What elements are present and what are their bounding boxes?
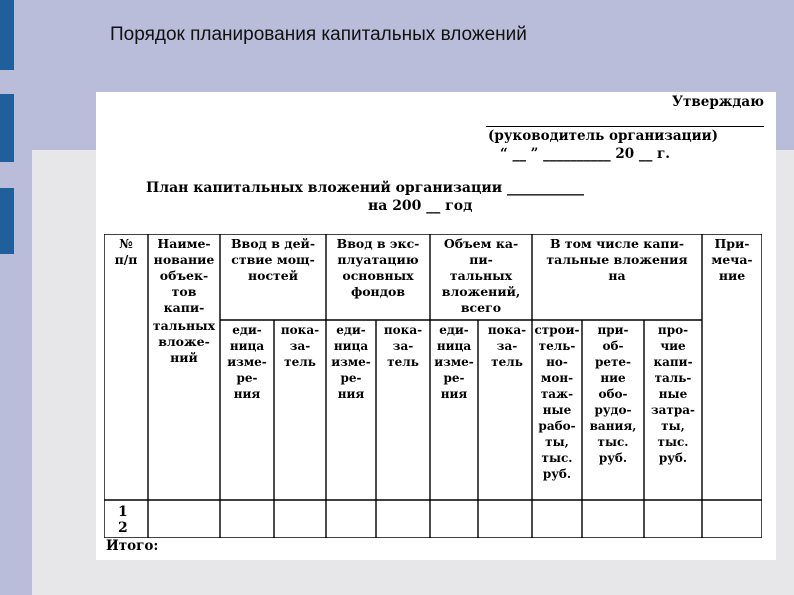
subheader-equipment-line: рете- <box>594 355 632 369</box>
subheader-other-line: руб. <box>658 451 688 465</box>
subheader-unit-line: изме- <box>227 355 267 369</box>
row-number: 2 <box>118 520 128 536</box>
subheader-other-line: тыс. <box>657 435 689 449</box>
plan-title-line2: на 200 __ год <box>368 198 473 214</box>
header-name-line: нование <box>153 252 215 267</box>
subheader-unit-line: ре- <box>236 371 258 385</box>
subheader-construction-line: ты, <box>545 435 569 449</box>
subheader-unit-line: ница <box>333 339 369 353</box>
header-funds-line: Ввод в экс- <box>336 236 420 251</box>
header-name <box>153 236 216 365</box>
header-name-line: тальных <box>152 318 216 333</box>
header-volume-line: пи- <box>469 252 493 267</box>
header-name-line: тов <box>171 284 197 299</box>
subheader-equipment-line: руб. <box>598 451 628 465</box>
scanned-document <box>96 92 776 560</box>
subheader-construction-line: руб. <box>542 467 572 481</box>
header-num-line: № <box>119 236 133 251</box>
approve-label: Утверждаю <box>672 94 764 110</box>
total-label: Итого: <box>106 538 159 554</box>
subheader-indicator-line: тель <box>284 355 316 369</box>
accent-bar-middle <box>0 94 14 162</box>
subheader-equipment-line: об- <box>602 339 624 353</box>
subheader-indicator-line: пока- <box>487 323 527 337</box>
header-volume <box>442 236 520 315</box>
header-funds-line: основных <box>342 268 414 283</box>
subheader-unit-volume <box>434 323 474 401</box>
subheader-indicator-line: пока- <box>280 323 320 337</box>
header-funds-line: фондов <box>350 284 406 299</box>
subheader-unit-line: еди- <box>439 323 469 337</box>
subheader-unit-capacity <box>227 323 267 401</box>
accent-bar-bottom <box>0 188 14 254</box>
header-including-line: В том числе капи- <box>549 236 685 251</box>
subheader-construction-line: но- <box>546 355 568 369</box>
subheader-construction-line: ные <box>542 403 572 417</box>
subheader-construction-line: строи- <box>534 323 580 337</box>
subheader-construction-line: тель- <box>538 339 576 353</box>
subheader-unit-line: ница <box>436 339 472 353</box>
subheader-unit-line: еди- <box>232 323 262 337</box>
subheader-unit-line: ре- <box>340 371 362 385</box>
subheader-other-line: про- <box>657 323 689 337</box>
subheader-other-line: чие <box>660 339 686 353</box>
subheader-indicator-volume <box>488 323 526 369</box>
header-capacity-line: ствие мощ- <box>231 252 315 267</box>
header-volume-line: вложений, <box>441 284 521 299</box>
signature-line <box>486 126 764 127</box>
subheader-equipment-line: обо- <box>598 387 628 401</box>
header-capacity-line: ностей <box>247 268 299 283</box>
header-note-line: ние <box>718 268 746 283</box>
header-capacity <box>231 236 315 283</box>
header-note-line: При- <box>714 236 750 251</box>
subheader-other-line: капи- <box>653 355 693 369</box>
header-name-line: капи- <box>163 300 205 315</box>
plan-title-line1: План капитальных вложений организации ___________ <box>146 180 584 196</box>
date-line: “ __ ” __________ 20 __ г. <box>500 146 670 162</box>
subheader-equipment-line: тыс. <box>597 435 629 449</box>
header-including-line: тальные вложения <box>546 252 688 267</box>
header-volume-line: всего <box>460 300 502 315</box>
header-name-line: Наиме- <box>157 236 211 251</box>
subheader-other-line: таль- <box>654 371 692 385</box>
subheader-indicator-line: за- <box>496 339 518 353</box>
accent-bar-top <box>0 0 14 70</box>
subheader-indicator-line: тель <box>387 355 419 369</box>
subheader-indicator-line: за- <box>392 339 414 353</box>
header-num <box>115 236 138 267</box>
subheader-unit-line: изме- <box>434 355 474 369</box>
header-note <box>711 236 752 283</box>
slide-title: Порядок планирования капитальных вложений <box>110 24 527 45</box>
subheader-equipment-line: при- <box>597 323 629 337</box>
subheader-unit-line: ния <box>440 387 468 401</box>
subheader-unit-line: ре- <box>443 371 465 385</box>
subheader-other <box>651 323 695 465</box>
subheader-unit-funds <box>331 323 371 401</box>
header-name-line: ний <box>170 350 198 365</box>
subheader-construction-line: рабо- <box>538 419 576 433</box>
subheader-equipment-line: ние <box>600 371 626 385</box>
header-note-line: меча- <box>711 252 753 267</box>
subheader-indicator-capacity <box>281 323 319 369</box>
header-including <box>546 236 687 283</box>
subheader-equipment-line: рудо- <box>594 403 632 417</box>
subheader-indicator-funds <box>384 323 422 369</box>
subheader-unit-line: ния <box>233 387 261 401</box>
subheader-unit-line: ния <box>337 387 365 401</box>
row-number: 1 <box>118 504 128 520</box>
header-name-line: объек- <box>159 268 209 283</box>
header-funds <box>337 236 420 299</box>
subheader-construction-line: тыс. <box>541 451 573 465</box>
header-capacity-line: Ввод в дей- <box>230 236 316 251</box>
subheader-construction <box>534 323 579 481</box>
subheader-indicator-line: тель <box>491 355 523 369</box>
subheader-construction-line: мон- <box>540 371 574 385</box>
subheader-construction-line: таж- <box>540 387 574 401</box>
header-including-line: на <box>608 268 626 283</box>
subheader-indicator-line: пока- <box>383 323 423 337</box>
subheader-equipment-line: вания, <box>589 419 637 433</box>
subheader-other-line: ные <box>658 387 688 401</box>
subheader-unit-line: еди- <box>336 323 366 337</box>
subheader-indicator-line: за- <box>289 339 311 353</box>
subheader-unit-line: изме- <box>331 355 371 369</box>
subheader-other-line: затра- <box>650 403 696 417</box>
subheader-equipment <box>590 323 637 465</box>
header-num-line: п/п <box>114 252 138 267</box>
subheader-unit-line: ница <box>229 339 265 353</box>
header-name-line: вложе- <box>158 334 210 349</box>
capital-investment-table <box>104 234 762 538</box>
subheader-other-line: ты, <box>661 419 685 433</box>
header-volume-line: Объем ка- <box>443 236 519 251</box>
header-funds-line: плуатацию <box>337 252 419 267</box>
director-label: (руководитель организации) <box>488 128 719 144</box>
header-volume-line: тальных <box>449 268 513 283</box>
